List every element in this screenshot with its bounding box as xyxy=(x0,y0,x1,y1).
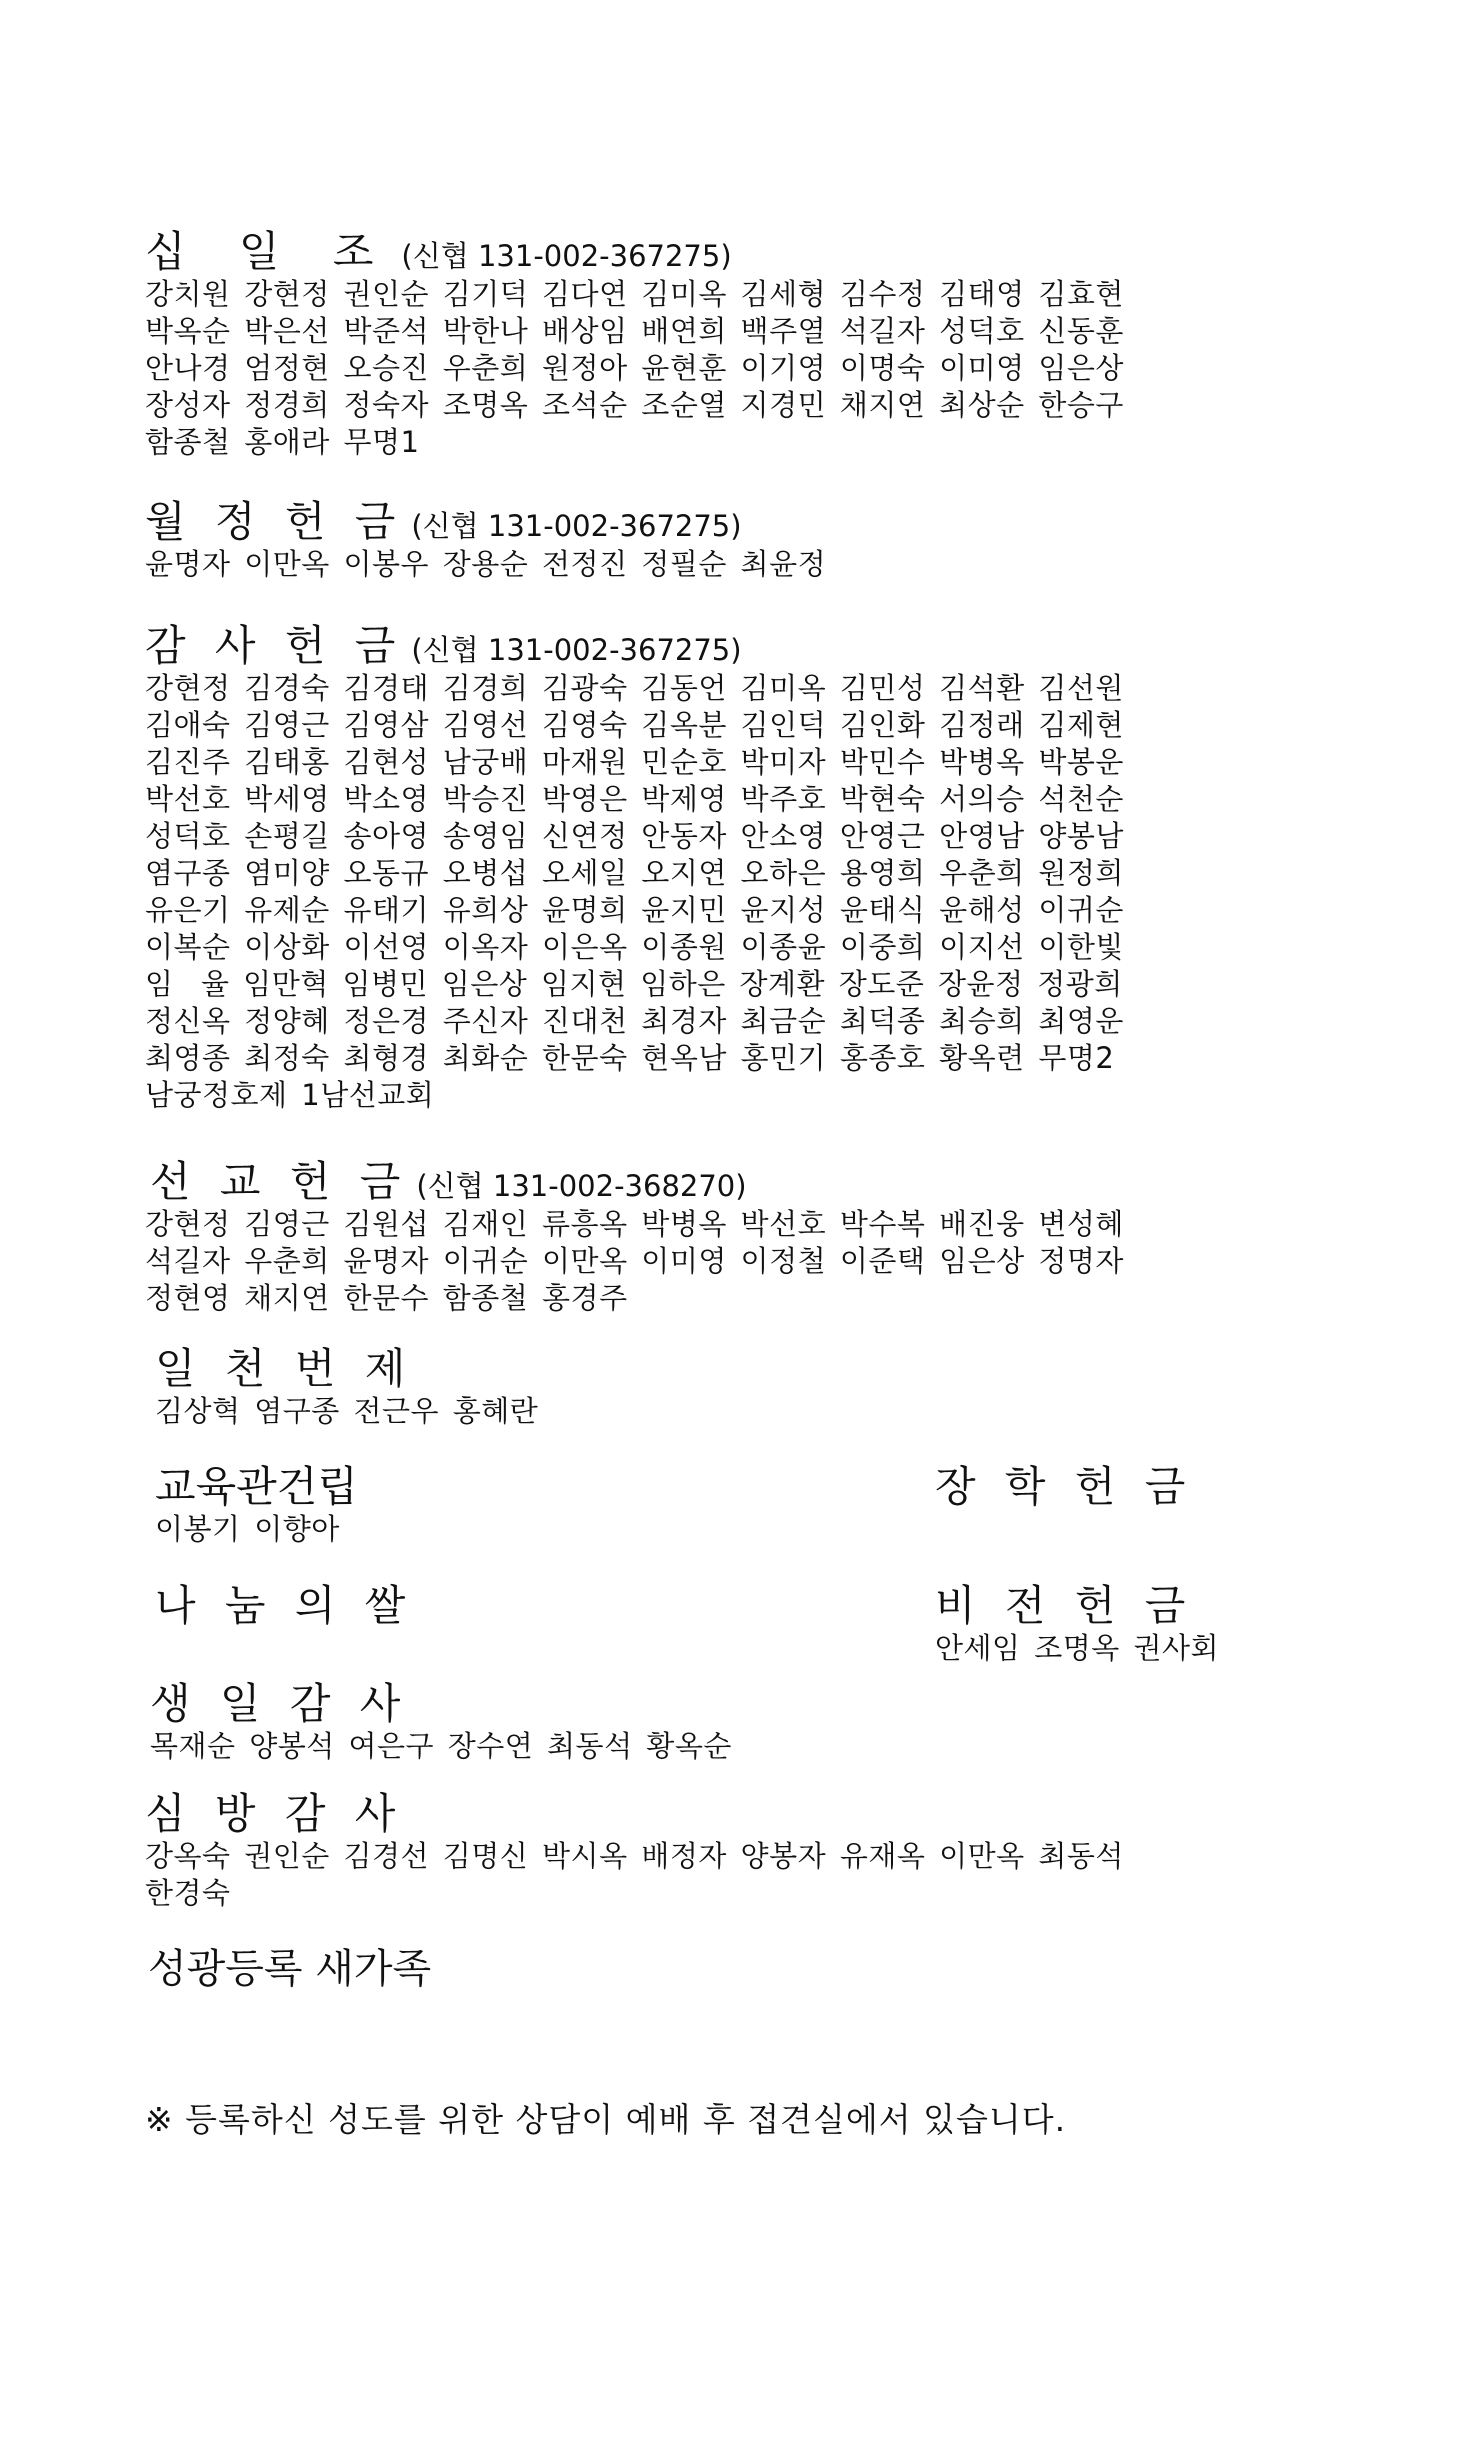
birthday-thanks-header xyxy=(150,1680,1050,1728)
thanks-offering-section xyxy=(145,622,1325,1114)
name-line: 이복순 이상화 이선영 이옥자 이은옥 이종원 이종윤 이중희 이지선 이한빛 xyxy=(145,930,1124,964)
monthly-offering-header xyxy=(145,498,1325,546)
name-line: 강현정 김경숙 김경태 김경희 김광숙 김동언 김미옥 김민성 김석환 김선원 xyxy=(145,671,1124,705)
name-line: 안세임 조명옥 권사회 xyxy=(935,1631,1220,1665)
tithe-header xyxy=(145,228,1325,276)
name-line: 정신옥 정양혜 정은경 주신자 진대천 최경자 최금순 최덕종 최승희 최영운 xyxy=(145,1004,1124,1038)
name-line: 박선호 박세영 박소영 박승진 박영은 박제영 박주호 박현숙 서의승 석천순 xyxy=(145,782,1124,816)
name-line: 염구종 염미양 오동규 오병섭 오세일 오지연 오하은 용영희 우춘희 원정희 xyxy=(145,856,1124,890)
name-line: 석길자 우춘희 윤명자 이귀순 이만옥 이미영 이정철 이준택 임은상 정명자 xyxy=(145,1244,1124,1278)
name-line: 김상혁 염구종 전근우 홍혜란 xyxy=(155,1394,539,1428)
name-line: 강치원 강현정 권인순 김기덕 김다연 김미옥 김세형 김수정 김태영 김효현 xyxy=(145,277,1124,311)
name-line: 강현정 김영근 김원섭 김재인 류흥옥 박병옥 박선호 박수복 배진웅 변성혜 xyxy=(145,1207,1124,1241)
thanks-offering-title: 감 사 헌 금 xyxy=(145,621,404,670)
name-line: 박옥순 박은선 박준석 박한나 배상임 배연희 백주열 석길자 성덕호 신동훈 xyxy=(145,314,1124,348)
visitation-thanks-header xyxy=(145,1790,1325,1838)
name-line: 윤명자 이만옥 이봉우 장용순 전정진 정필순 최윤정 xyxy=(145,547,827,581)
name-line: 한경숙 xyxy=(145,1876,231,1910)
birthday-thanks-section xyxy=(150,1680,1050,1765)
name-line: 장성자 정경희 정숙자 조명옥 조석순 조순열 지경민 채지연 최상순 한승구 xyxy=(145,388,1124,422)
notice-text: ※ 등록하신 성도를 위한 상담이 예배 후 접견실에서 있습니다. xyxy=(145,2100,1067,2139)
vision-offering-section xyxy=(935,1582,1435,1667)
education-building-names xyxy=(155,1511,755,1548)
name-line: 유은기 유제순 유태기 유희상 윤명희 윤지민 윤지성 윤태식 윤해성 이귀순 xyxy=(145,893,1124,927)
education-building-header xyxy=(155,1463,755,1511)
mission-offering-names xyxy=(145,1206,1330,1317)
education-building-section xyxy=(155,1463,755,1548)
thousand-offering-section xyxy=(155,1345,755,1430)
name-line: 최영종 최정숙 최형경 최화순 한문숙 현옥남 홍민기 홍종호 황옥련 무명2 xyxy=(145,1041,1115,1075)
thanks-offering-account: (신협 131-002-367275) xyxy=(411,633,742,667)
scholarship-offering-header xyxy=(935,1463,1435,1511)
scholarship-offering-section xyxy=(935,1463,1435,1511)
education-building-title: 교육관건립 xyxy=(155,1462,358,1511)
name-line: 임 율 임만혁 임병민 임은상 임지현 임하은 장계환 장도준 장윤정 정광희 xyxy=(145,967,1123,1001)
name-line: 김진주 김태홍 김현성 남궁배 마재원 민순호 박미자 박민수 박병옥 박봉운 xyxy=(145,745,1124,779)
name-line: 정현영 채지연 한문수 함종철 홍경주 xyxy=(145,1281,628,1315)
visitation-thanks-names xyxy=(145,1838,1325,1912)
monthly-offering-account: (신협 131-002-367275) xyxy=(411,509,742,543)
birthday-thanks-title: 생 일 감 사 xyxy=(150,1679,409,1728)
tithe-names xyxy=(145,276,1325,461)
new-family-header xyxy=(148,1945,1048,1993)
thousand-offering-header xyxy=(155,1345,755,1393)
name-line: 강옥숙 권인순 김경선 김명신 박시옥 배정자 양봉자 유재옥 이만옥 최동석 xyxy=(145,1839,1124,1873)
visitation-thanks-section xyxy=(145,1790,1325,1912)
sharing-rice-header xyxy=(155,1582,755,1630)
name-line: 안나경 엄정현 오승진 우춘희 원정아 윤현훈 이기영 이명숙 이미영 임은상 xyxy=(145,351,1124,385)
mission-offering-account: (신협 131-002-368270) xyxy=(416,1169,747,1203)
tithe-title: 십 일 조 xyxy=(145,227,394,276)
thanks-offering-header xyxy=(145,622,1325,670)
name-line: 목재순 양봉석 여은구 장수연 최동석 황옥순 xyxy=(150,1729,732,1763)
name-line: 이봉기 이향아 xyxy=(155,1512,340,1546)
thanks-offering-names xyxy=(145,670,1325,1114)
scholarship-offering-title: 장 학 헌 금 xyxy=(935,1462,1194,1511)
name-line: 남궁정호제 1남선교회 xyxy=(145,1078,435,1112)
monthly-offering-section xyxy=(145,498,1325,583)
vision-offering-names xyxy=(935,1630,1435,1667)
visitation-thanks-title: 심 방 감 사 xyxy=(145,1789,404,1838)
thousand-offering-title: 일 천 번 제 xyxy=(155,1344,414,1393)
birthday-thanks-names xyxy=(150,1728,1050,1765)
monthly-offering-title: 월 정 헌 금 xyxy=(145,497,404,546)
mission-offering-section xyxy=(145,1157,1330,1317)
notice xyxy=(145,2094,1345,2141)
name-line: 김애숙 김영근 김영삼 김영선 김영숙 김옥분 김인덕 김인화 김정래 김제현 xyxy=(145,708,1124,742)
mission-offering-header xyxy=(150,1158,1330,1206)
tithe-account: (신협 131-002-367275) xyxy=(401,239,732,273)
sharing-rice-section xyxy=(155,1582,755,1630)
name-line: 성덕호 손평길 송아영 송영임 신연정 안동자 안소영 안영근 안영남 양봉남 xyxy=(145,819,1124,853)
new-family-section xyxy=(148,1945,1048,1993)
vision-offering-title: 비 전 헌 금 xyxy=(935,1581,1194,1630)
name-line: 함종철 홍애라 무명1 xyxy=(145,425,420,459)
vision-offering-header xyxy=(935,1582,1435,1630)
monthly-offering-names xyxy=(145,546,1325,583)
mission-offering-title: 선 교 헌 금 xyxy=(150,1157,409,1206)
thousand-offering-names xyxy=(155,1393,755,1430)
sharing-rice-title: 나 눔 의 쌀 xyxy=(155,1581,414,1630)
new-family-title: 성광등록 새가족 xyxy=(148,1946,432,1992)
tithe-section xyxy=(145,228,1325,461)
